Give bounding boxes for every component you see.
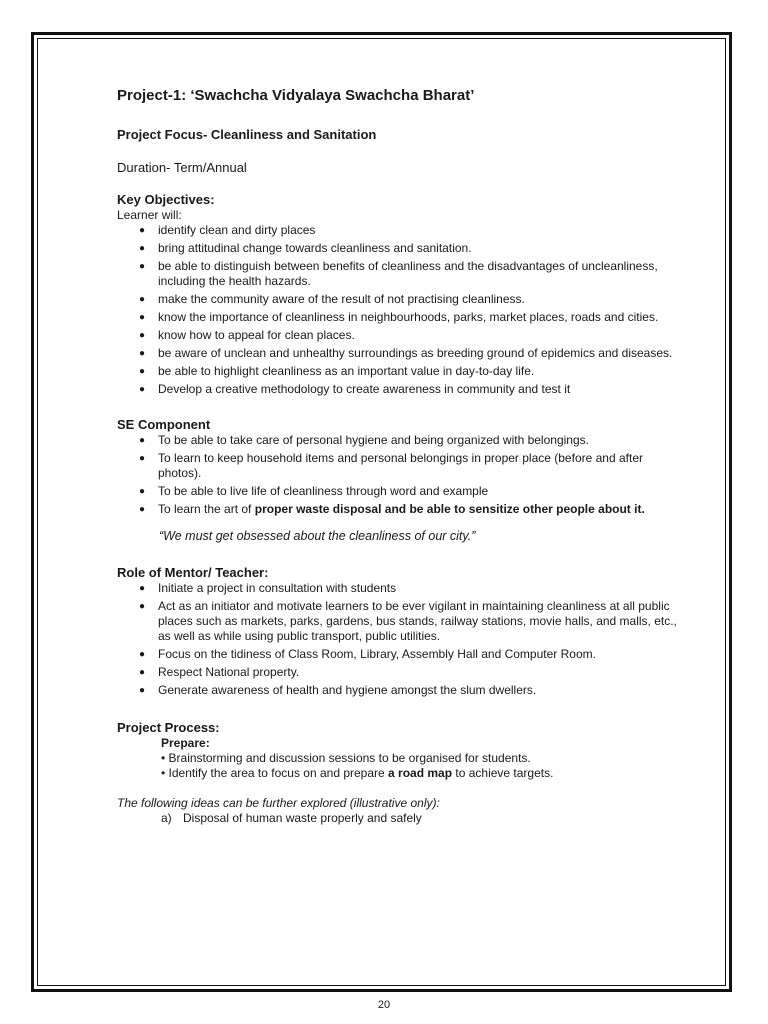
- page-number: 20: [377, 999, 391, 1011]
- ideas-intro: The following ideas can be further explored (illustrative only):: [117, 796, 440, 810]
- process-step-2-prefix: • Identify the area to focus on and prepare: [161, 766, 389, 780]
- list-item: ● be able to highlight cleanliness as an important value in day-to-day life.: [139, 364, 677, 379]
- quote: “We must get obsessed about the cleanliness of our city.”: [159, 529, 476, 543]
- role-heading: Role of Mentor/ Teacher:: [117, 565, 269, 580]
- list-item: ● Act as an initiator and motivate learners to be ever vigilant in maintaining cleanliness at all public places such as markets, parks, gardens, bus stands, railway stations, movie halls, and malls, etc., as well as while using public transport, public utilities.: [139, 599, 677, 644]
- list-item: ● To be able to live life of cleanliness through word and example: [139, 484, 677, 499]
- list-item: ● make the community aware of the result of not practising cleanliness.: [139, 292, 677, 307]
- list-item: ● Develop a creative methodology to create awareness in community and test it: [139, 382, 677, 397]
- list-item: ● To learn to keep household items and personal belongings in proper place (before and after photos).: [139, 451, 677, 481]
- se-component-heading: SE Component: [117, 417, 211, 432]
- process-heading: Project Process:: [117, 720, 220, 735]
- list-item: [139, 502, 677, 517]
- list-item: ● Focus on the tidiness of Class Room, Library, Assembly Hall and Computer Room.: [139, 647, 677, 662]
- key-objectives-intro: Learner will:: [117, 208, 182, 222]
- prepare-label: Prepare:: [161, 736, 210, 750]
- document-body: [117, 86, 677, 826]
- se-component-list: [139, 433, 677, 517]
- list-item-bold-text: proper waste disposal and be able to sensitize other people about it.: [254, 502, 645, 516]
- duration: Duration- Term/Annual: [117, 160, 247, 175]
- ideas-item-a-label: a): [161, 811, 172, 825]
- list-item: ● Respect National property.: [139, 665, 677, 680]
- list-item: ● be aware of unclean and unhealthy surroundings as breeding ground of epidemics and diseases.: [139, 346, 677, 361]
- list-item-text: To learn the art of: [158, 502, 255, 516]
- list-item: ● know the importance of cleanliness in neighbourhoods, parks, market places, roads and cities.: [139, 310, 677, 325]
- process-step-1: • Brainstorming and discussion sessions to be organised for students.: [161, 751, 531, 765]
- key-objectives-list: [139, 223, 677, 397]
- process-step-2-bold: a road map: [388, 766, 453, 780]
- project-focus: Project Focus- Cleanliness and Sanitation: [117, 127, 377, 142]
- list-item: ● bring attitudinal change towards cleanliness and sanitation.: [139, 241, 677, 256]
- ideas-item-a: [161, 811, 677, 826]
- list-item: ● To be able to take care of personal hygiene and being organized with belongings.: [139, 433, 677, 448]
- key-objectives-heading: Key Objectives:: [117, 192, 215, 207]
- list-item: ● Initiate a project in consultation with students: [139, 581, 677, 596]
- project-title: Project-1: ‘Swachcha Vidyalaya Swachcha Bharat’: [117, 87, 475, 104]
- list-item: ● Generate awareness of health and hygiene amongst the slum dwellers.: [139, 683, 677, 698]
- ideas-item-a-text: Disposal of human waste properly and safely: [183, 811, 422, 825]
- process-step-2-suffix: to achieve targets.: [452, 766, 554, 780]
- process-step-2: [161, 766, 677, 781]
- role-list: [139, 581, 677, 698]
- list-item: ● know how to appeal for clean places.: [139, 328, 677, 343]
- list-item: ● identify clean and dirty places: [139, 223, 677, 238]
- list-item: ● be able to distinguish between benefits of cleanliness and the disadvantages of uncleanliness, including the health hazards.: [139, 259, 677, 289]
